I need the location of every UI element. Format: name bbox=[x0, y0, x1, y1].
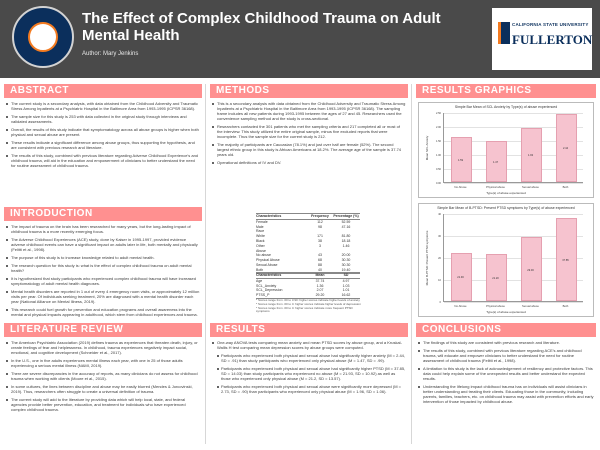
bullet-item: These results indicate a significant difference among abuse groups, thus supporting the hypothesis, and are consistent with previous research and literature. bbox=[6, 140, 200, 150]
chart-x-tick: Physical abuse bbox=[486, 184, 505, 189]
chart-bar-label: 1.93 bbox=[527, 154, 534, 158]
chart-x-tick: Both bbox=[562, 184, 569, 189]
table-cell: Physical Abuse bbox=[256, 258, 280, 263]
table-cell: Abuse bbox=[256, 248, 266, 253]
methods-list bbox=[212, 101, 406, 168]
table-cell: Percentage (%) bbox=[333, 214, 359, 218]
logo-campus-name: FULLERTON bbox=[512, 32, 593, 47]
bullet-item: This is a secondary analysis with data obtained from the Childhood Adversity and Traumatic Stress Among Inpatients at a Psychiatric Hospital in the Baltimore Area from 1993-1995 (ICPSR 36168). The sampling frame includes all new patients during 1993-1995 between the ages of 27 and 45. Researchers used the convenience sampling method and the study is cross-sectional. bbox=[212, 101, 406, 121]
bullet-item: The current study is a secondary analysis, with data obtained from the Childhood Adversity and Traumatic Stress Among Inpatients at a Psychiatric Hospital in the Baltimore Area from 1993-1995 (ICPSR 36168). bbox=[6, 101, 200, 111]
chart-y-tick: 10 bbox=[438, 278, 441, 282]
table-note: * Scores range from .00 to 4: higher scores indicate more frequent PTSD symptoms bbox=[256, 305, 353, 314]
bullet-item: Overall, the results of this study indicate that symptomatology across all abuse groups is higher when both physical and sexual abuse are present. bbox=[6, 127, 200, 137]
chart-y-tick: 40 bbox=[438, 212, 441, 216]
table-cell: PTSS_P bbox=[256, 293, 270, 298]
table-cell: White bbox=[256, 234, 265, 239]
bullet-item: The impact of trauma on the brain has been researched for many years, but the long-lasting impact of childhood trauma is a more recently emerging focus. bbox=[6, 224, 200, 234]
chart-bar-label: 29.03 bbox=[527, 268, 534, 272]
table-cell: Age bbox=[256, 278, 263, 283]
abstract-list bbox=[6, 101, 200, 171]
conclusions-list bbox=[418, 340, 594, 407]
chart-x-label: Type(s) of abuse experienced bbox=[486, 310, 526, 314]
logo-university-name: CALIFORNIA STATE UNIVERSITY bbox=[512, 22, 589, 27]
chart-y-tick: 1.00 bbox=[435, 153, 441, 157]
bullet-item: The current study will add to the literature by providing data which will help local, state, and federal agencies provide better prevention, education, and treatment for individuals who have experienced complex childhood trauma. bbox=[6, 397, 200, 412]
table-cell: 16.62 bbox=[341, 293, 351, 298]
table-cell: No abuse bbox=[256, 253, 271, 258]
table-cell: 1.46 bbox=[342, 243, 350, 248]
table-cell: 18.18 bbox=[341, 238, 351, 243]
bullet-item: Participants who experienced both physical and sexual abuse were significantly more depressed (M = 2.73, SD = .90) than participants who experienced only physical abuse (M = 1.96, SD = 1.06). bbox=[212, 384, 406, 394]
chart-y-tick: 20 bbox=[438, 256, 441, 260]
bullet-item: A limitation to this study is the lack of acknowledgement of resiliency and protective factors. This data could help explain some of the unexpected results and better understand the expected results. bbox=[418, 366, 594, 381]
table-cell: 2.07 bbox=[316, 288, 324, 293]
table-cell: Characteristics bbox=[256, 214, 282, 218]
chart-x-tick: Sexual abuse bbox=[522, 184, 539, 189]
chart-bar-label: 1.59 bbox=[457, 159, 464, 163]
table-cell: 98 bbox=[318, 224, 322, 229]
table-cell: Male bbox=[256, 224, 264, 229]
anxiety-bar-chart bbox=[418, 102, 594, 198]
table-cell: 20.00 bbox=[341, 253, 351, 258]
results-graphics-heading: RESULTS GRAPHICS bbox=[416, 84, 596, 98]
table-cell: 52.59 bbox=[341, 219, 351, 224]
bullet-item: The sample size for this study is 253 with data collected in the original study through interviews and validated assessments. bbox=[6, 114, 200, 124]
chart-gridline bbox=[444, 214, 583, 215]
chart-y-tick: 30 bbox=[438, 234, 441, 238]
bullet-item: It is hypothesized that study participants who experienced complex childhood trauma will have increased symptomatology of adult mental health diagnoses. bbox=[6, 276, 200, 286]
table-cell: Characteristics bbox=[256, 273, 282, 277]
scale-means-table bbox=[256, 272, 360, 299]
table-cell: 1.03 bbox=[342, 283, 350, 288]
csuf-logo bbox=[492, 8, 592, 70]
bullet-item: The research question for this study is: what is the effect of complex childhood trauma on adult mental health? bbox=[6, 263, 200, 273]
ptsd-bar-chart bbox=[418, 203, 594, 317]
table-cell: 30.30 bbox=[341, 262, 351, 267]
poster-author: Author: Mary Jenkins bbox=[82, 51, 139, 57]
table-cell: 40 bbox=[318, 267, 322, 272]
logo-mark-icon bbox=[498, 22, 510, 44]
bullet-item: Operational definitions of IV and DV. bbox=[212, 160, 406, 165]
table-cell: 19.40 bbox=[341, 267, 351, 272]
literature-heading: LITERATURE REVIEW bbox=[4, 323, 202, 337]
table-cell: SCL_Anxiety bbox=[256, 283, 277, 288]
table-cell: Both bbox=[256, 267, 264, 272]
table-cell: 30.30 bbox=[341, 258, 351, 263]
table-cell: 38 bbox=[318, 238, 322, 243]
table-note: * Scores range from .00 to 4: higher scores indicate higher levels of depression bbox=[256, 301, 361, 306]
table-cell: Other bbox=[256, 243, 265, 248]
table-cell: 68 bbox=[318, 258, 322, 263]
column-divider bbox=[205, 84, 206, 444]
chart-y-tick: 0.00 bbox=[435, 181, 441, 185]
table-cell: SD bbox=[343, 273, 349, 277]
introduction-list bbox=[6, 224, 200, 320]
methods-heading: METHODS bbox=[210, 84, 408, 98]
bullet-item: The Adverse Childhood Experiences (ACE) study, done by Kaiser in 1995-1997, provided evidence adverse childhood events can have a significant impact on adults later in life, both mentally and physically (Felitti et al., 1998). bbox=[6, 237, 200, 252]
poster-title: The Effect of Complex Childhood Trauma on Adult Mental Health bbox=[82, 10, 441, 44]
table-notes bbox=[256, 299, 366, 314]
poster-header bbox=[0, 0, 600, 78]
bullet-item: One-way ANOVA tests comparing mean anxiety and mean PTSD scores by abuse group, and a Kruskal-Wallis H test comparing mean depression scores by abuse groups were computed. bbox=[212, 340, 406, 350]
demographics-table bbox=[256, 213, 360, 274]
results-heading: RESULTS bbox=[210, 323, 408, 337]
chart-x-tick: Physical abuse bbox=[486, 303, 505, 308]
bullet-item: In the U.S., one in five adults experiences mental illness each year, with one in 25 of those adults experiencing a serious mental illness (NAMI, 2019). bbox=[6, 358, 200, 368]
bullet-item: Researchers contacted the 301 patients who met the sampling criteria and 217 completed all or most of the interview. This study utilized the entire original sample, minus five excluded reports that were incomplete. Thus the sample size for the current study is 212. bbox=[212, 124, 406, 139]
abstract-heading: ABSTRACT bbox=[4, 84, 202, 98]
table-note: * Scores range from .00 to 3.90: higher scores indicate higher levels of anxiety bbox=[256, 298, 360, 302]
table-cell: 81.80 bbox=[341, 234, 351, 239]
bullet-item: The results of this study, combined with previous literature regarding ACE's and childhood trauma, will educate and empower clinicians to better understand the need for routine assessment of childhood trauma (Felitti et al., 1998). bbox=[418, 348, 594, 363]
table-cell: Sexual Abuse bbox=[256, 262, 278, 267]
chart-x-tick: Sexual abuse bbox=[522, 303, 539, 308]
chart-x-tick: No Abuse bbox=[454, 184, 467, 189]
chart-bar-label: 21.20 bbox=[492, 277, 499, 281]
chart-y-label: Mean SCL Anxiety bbox=[425, 135, 429, 161]
introduction-heading: INTRODUCTION bbox=[4, 207, 202, 221]
table-cell: 4.97 bbox=[342, 278, 350, 283]
chart-bar-label: 37.85 bbox=[562, 258, 569, 262]
table-cell: 88 bbox=[318, 262, 322, 267]
chart-title: Simple Bar Mean of B-PTSD: Present PTSD symptoms by Type(s) of abuse experienced bbox=[437, 206, 575, 210]
bullet-item: In some cultures, the lines between discipline and abuse may be easily blurred (Mendes & Jorcovinski, 2019). Thus, researchers often struggle to create a universal definition of trauma. bbox=[6, 384, 200, 394]
conclusions-heading: CONCLUSIONS bbox=[416, 323, 596, 337]
bullet-item: Participants who experienced both physical and sexual abuse had significantly higher PTSD (M = 37.85, SD = 14.03) than study participants who experienced no abuse (M = 21.93, SD = 10.92) as well as those who experienced only physical abuse (M = 21.2, SD = 13.57). bbox=[212, 366, 406, 381]
table-cell: 1.36 bbox=[316, 283, 324, 288]
table-cell: Frequency bbox=[311, 214, 329, 218]
chart-title: Simple Bar Mean of SCL Anxiety by Type(s) of abuse experienced bbox=[454, 105, 558, 109]
table-cell: 1.01 bbox=[342, 288, 350, 293]
table-cell: Mean bbox=[315, 273, 325, 277]
chart-y-tick: 0 bbox=[439, 300, 441, 304]
table-cell: 47.16 bbox=[341, 224, 351, 229]
table-cell: 29.20 bbox=[315, 293, 325, 298]
bullet-item: Participants who experienced both physical and sexual abuse had significantly higher anxiety (M = 2.44, SD = .91) than study participants who experienced only physical abuse (M = 1.47, SD = .99). bbox=[212, 353, 406, 363]
bullet-item: The majority of participants are Caucasian (78.1%) and just over half are female (52%). The second largest ethnic group in this study is African Americans at 18.2%. The average age of the sample is 37.74 years old. bbox=[212, 142, 406, 157]
university-seal-icon bbox=[12, 6, 74, 68]
bullet-item: The purpose of this study is to increase knowledge related to adult mental health. bbox=[6, 255, 200, 260]
column-divider bbox=[411, 84, 412, 444]
chart-x-label: Type(s) of abuse experienced bbox=[486, 191, 526, 195]
bullet-item: The American Psychiatric Association (2019) defines trauma as experiences that threaten death, injury, or create feelings of fear and helplessness. In childhood, trauma experiences negatively impact social, emotional, and cognitive development (Schneider et al., 2017). bbox=[6, 340, 200, 355]
table-cell: 43 bbox=[318, 253, 322, 258]
bullet-item: The results of this study, combined with previous literature regarding Adverse Childhood Experience's and childhood trauma, will aid in the education and empowerment of clinicians to better understand the need for routine assessment of childhood trauma. bbox=[6, 153, 200, 168]
literature-list bbox=[6, 340, 200, 415]
chart-bar-label: 21.93 bbox=[457, 276, 464, 280]
chart-y-tick: 2.00 bbox=[435, 125, 441, 129]
chart-y-tick: 2.50 bbox=[435, 111, 441, 115]
seal-center bbox=[28, 22, 58, 52]
bullet-item: Understanding the lifelong impact childhood trauma has on individuals will assist clinicians in better understanding and treating their clients. Educating those in the community, including parents, families, teachers, etc. on childhood trauma may assist with prevention efforts and early intervention of those impacted by childhood abuse. bbox=[418, 384, 594, 404]
bullet-item: Mental health disorders are reported in 1 out of every 4 emergency room visits, or approximately 12 million visits per year. Of individuals seeking treatment, 20% are diagnosed with a mental health disorder each year (National Alliance on Mental Illness, 2019). bbox=[6, 289, 200, 304]
results-list bbox=[212, 340, 406, 397]
chart-y-tick: 0.50 bbox=[435, 167, 441, 171]
table-cell: Race bbox=[256, 229, 265, 234]
table-cell: 112 bbox=[317, 219, 323, 224]
table-cell: SCL_Depression bbox=[256, 288, 283, 293]
table-cell: 3 bbox=[319, 243, 321, 248]
table-cell: 171 bbox=[317, 234, 323, 239]
chart-y-tick: 1.50 bbox=[435, 139, 441, 143]
table-cell: Female bbox=[256, 219, 268, 224]
chart-x-tick: Both bbox=[562, 303, 569, 308]
table-cell: Black bbox=[256, 238, 265, 243]
chart-bar-label: 2.44 bbox=[562, 147, 569, 151]
chart-y-label: Mean B-PTSD: Present PTSD symptoms bbox=[425, 230, 429, 286]
bullet-item: The findings of this study are consistent with previous research and literature. bbox=[418, 340, 594, 345]
bullet-item: This research could fuel growth for prevention and education programs and overall awareness into the mental and physical impacts appearing in adulthood, which stem from childhood experiences and trauma. bbox=[6, 307, 200, 317]
chart-bar-label: 1.47 bbox=[492, 160, 499, 164]
chart-x-tick: No Abuse bbox=[454, 303, 467, 308]
table-cell: 37.74 bbox=[315, 278, 325, 283]
bullet-item: There are severe discrepancies in the accuracy of reports, as many clinicians do not assess for childhood trauma when working with clients (Moore et al., 2015). bbox=[6, 371, 200, 381]
